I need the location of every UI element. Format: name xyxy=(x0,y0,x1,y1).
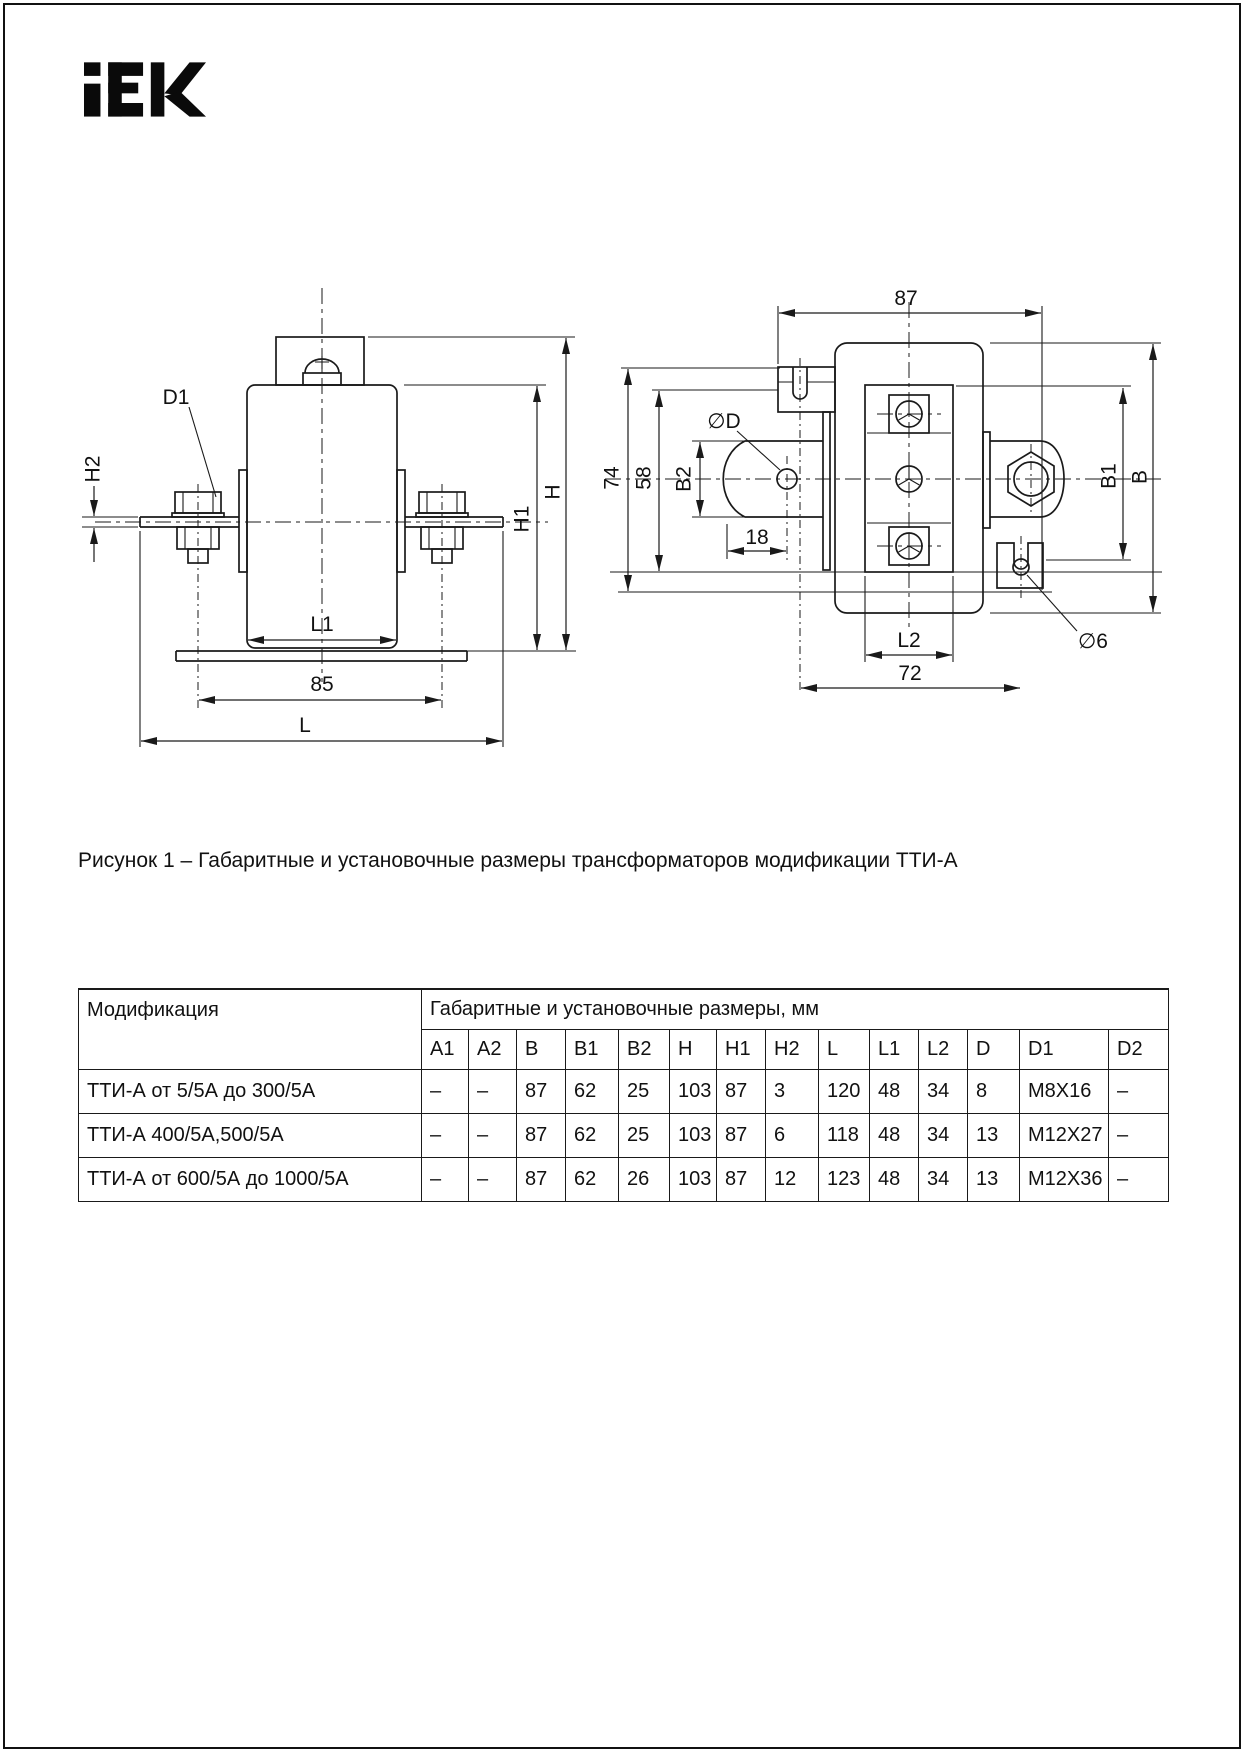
clamp-plate-right xyxy=(397,470,405,572)
terminal-cover xyxy=(276,337,364,385)
bolt-left xyxy=(172,484,224,712)
cell: 13 xyxy=(968,1157,1020,1201)
cell: 48 xyxy=(870,1113,919,1157)
cell: 26 xyxy=(619,1157,670,1201)
dim-label-87: 87 xyxy=(894,287,918,310)
cell: – xyxy=(422,1069,469,1113)
cell: – xyxy=(469,1113,517,1157)
bottom-mounting-tab xyxy=(997,543,1043,588)
col-header: D1 xyxy=(1020,1029,1109,1069)
group-header-dimensions: Габаритные и установочные размеры, мм xyxy=(422,989,1169,1029)
cell: 62 xyxy=(566,1157,619,1201)
dim-label-h1: H1 xyxy=(510,505,534,533)
d1-leader-line xyxy=(189,407,216,497)
col-header: B1 xyxy=(566,1029,619,1069)
col-header-modification: Модификация xyxy=(79,989,422,1069)
cell: 8 xyxy=(968,1069,1020,1113)
dim-label-b: B xyxy=(1128,469,1152,485)
table-row xyxy=(79,1069,1169,1113)
cell: 118 xyxy=(819,1113,870,1157)
dim-label-l: L xyxy=(299,714,311,737)
dim-label-h: H xyxy=(541,484,565,500)
cell: 87 xyxy=(517,1113,566,1157)
terminal-screw-top xyxy=(877,395,941,433)
cell: – xyxy=(469,1157,517,1201)
col-header: L xyxy=(819,1029,870,1069)
cell: 87 xyxy=(717,1069,766,1113)
dia6-leader xyxy=(1027,575,1077,631)
cell-modification: ТТИ-А 400/5А,500/5А xyxy=(79,1113,422,1157)
cell: – xyxy=(1109,1069,1169,1113)
cell: 87 xyxy=(717,1157,766,1201)
dim-label-58: 58 xyxy=(632,466,656,490)
cell: 25 xyxy=(619,1113,670,1157)
clamp-plate-left xyxy=(239,470,247,572)
dim-label-dia6: ∅6 xyxy=(1078,630,1108,653)
cover-screw-cross xyxy=(315,356,329,369)
dim-label-h2: H2 xyxy=(81,455,105,483)
cell: M12X36 xyxy=(1020,1157,1109,1201)
dim-label-18: 18 xyxy=(745,526,769,549)
col-header: H2 xyxy=(766,1029,819,1069)
col-header: H xyxy=(670,1029,717,1069)
cell-modification: ТТИ-А от 600/5А до 1000/5А xyxy=(79,1157,422,1201)
cell: 34 xyxy=(919,1069,968,1113)
cell: 87 xyxy=(517,1157,566,1201)
bolt-right xyxy=(416,484,468,712)
transformer-body-front xyxy=(247,385,397,648)
cell: 62 xyxy=(566,1069,619,1113)
dim-label-l1: L1 xyxy=(310,613,334,636)
cell: – xyxy=(469,1069,517,1113)
table-row xyxy=(79,1157,1169,1201)
cell: – xyxy=(422,1113,469,1157)
cell: 103 xyxy=(670,1069,717,1113)
cell: 3 xyxy=(766,1069,819,1113)
cell: 87 xyxy=(717,1113,766,1157)
cell: 103 xyxy=(670,1113,717,1157)
col-header: L1 xyxy=(870,1029,919,1069)
cell: 103 xyxy=(670,1157,717,1201)
cell: 48 xyxy=(870,1069,919,1113)
cell: 6 xyxy=(766,1113,819,1157)
diaD-leader xyxy=(737,431,780,470)
cell: 34 xyxy=(919,1157,968,1201)
cell-modification: ТТИ-А от 5/5А до 300/5А xyxy=(79,1069,422,1113)
right-plate-edge xyxy=(983,432,990,528)
dim-label-b1: B1 xyxy=(1097,463,1121,489)
table-row xyxy=(79,1113,1169,1157)
dim-label-85: 85 xyxy=(310,673,334,696)
dim-label-l2: L2 xyxy=(897,629,921,652)
figure-caption: Рисунок 1 – Габаритные и установочные размеры трансформаторов модификации ТТИ-А xyxy=(78,849,958,872)
dimension-drawing xyxy=(0,0,1244,800)
dim-label-72: 72 xyxy=(898,662,922,685)
bracket-baselines xyxy=(610,572,1162,592)
table-header-row xyxy=(79,989,1169,1029)
side-view-drawing xyxy=(601,287,1163,694)
dim-label-b2: B2 xyxy=(672,466,696,492)
col-header: H1 xyxy=(717,1029,766,1069)
dim-label-diaD: ∅D xyxy=(707,410,741,433)
cell: – xyxy=(1109,1157,1169,1201)
cell: M12X27 xyxy=(1020,1113,1109,1157)
cell: 120 xyxy=(819,1069,870,1113)
dim-label-74: 74 xyxy=(600,466,624,490)
col-header: B2 xyxy=(619,1029,670,1069)
dim-87-extensions xyxy=(778,306,1042,590)
col-header: A2 xyxy=(469,1029,517,1069)
cell: – xyxy=(1109,1113,1169,1157)
cell: 123 xyxy=(819,1157,870,1201)
cell: 34 xyxy=(919,1113,968,1157)
cell: 48 xyxy=(870,1157,919,1201)
cell: 87 xyxy=(517,1069,566,1113)
cell: 25 xyxy=(619,1069,670,1113)
cell: 13 xyxy=(968,1113,1020,1157)
terminal-screw-bottom xyxy=(877,527,941,565)
bracket-plate-edge xyxy=(823,412,830,570)
front-view-drawing xyxy=(82,288,577,747)
cell: 62 xyxy=(566,1113,619,1157)
col-header: A1 xyxy=(422,1029,469,1069)
col-header: L2 xyxy=(919,1029,968,1069)
cell: M8X16 xyxy=(1020,1069,1109,1113)
col-header: D2 xyxy=(1109,1029,1169,1069)
dimensions-table xyxy=(78,988,1169,1202)
cell: – xyxy=(422,1157,469,1201)
col-header: D xyxy=(968,1029,1020,1069)
cell: 12 xyxy=(766,1157,819,1201)
dim-label-d1: D1 xyxy=(162,386,190,409)
col-header: B xyxy=(517,1029,566,1069)
